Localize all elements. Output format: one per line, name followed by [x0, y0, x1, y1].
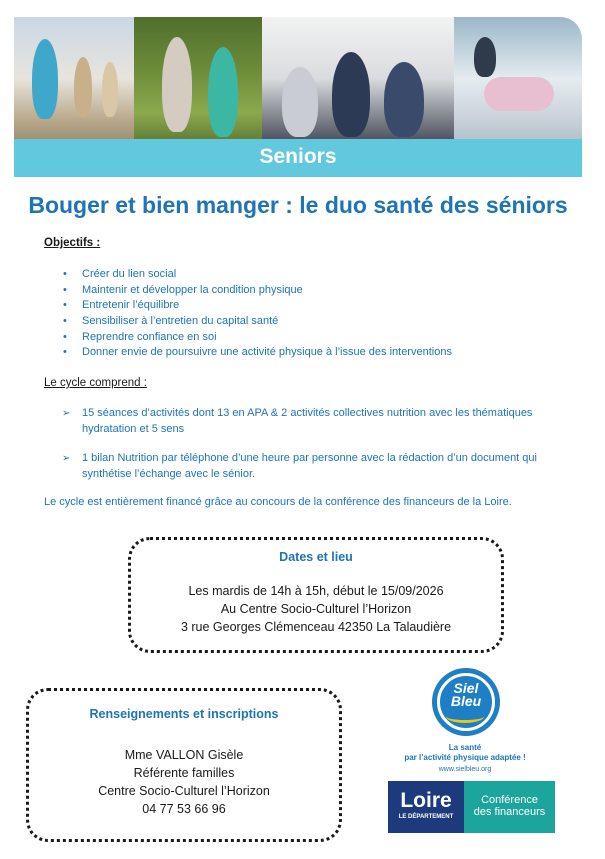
list-item: • Entretenir l’équilibre	[60, 298, 452, 314]
list-item: • Créer du lien social	[60, 267, 452, 283]
cycle-item-bilan: ➢ 1 bilan Nutrition par téléphone d’une heure par personne avec la rédaction d’un document qui synthétise l’échange avec le sénior.	[62, 452, 537, 480]
bullet-icon: •	[63, 283, 67, 296]
contact-title: Renseignements et inscriptions	[89, 707, 279, 721]
loire-sub: LE DÉPARTEMENT	[398, 814, 454, 820]
bullet-icon: •	[63, 346, 67, 359]
contact-name: Mme VALLON Gisèle	[124, 748, 244, 762]
cycle-item-seances: ➢ 15 séances d’activités dont 13 en APA & 2 activités collectives nutrition avec les thématiques hydratation et 5 sens	[62, 407, 533, 435]
dates-box	[128, 537, 504, 653]
contact-place: Centre Socio-Culturel l’Horizon	[98, 784, 270, 798]
siel-bleu-name-top: Siel	[453, 680, 479, 696]
loire-logo	[388, 781, 555, 833]
venue-line: Au Centre Socio-Culturel l’Horizon	[220, 602, 412, 616]
bullet-icon: •	[63, 268, 67, 280]
smile-icon	[446, 710, 484, 723]
siel-bleu-tagline: La santé par l’activité physique adaptée !	[404, 743, 526, 762]
contact-phone: 04 77 53 66 96	[142, 802, 226, 816]
loire-word: Loire	[400, 789, 452, 812]
arrow-bullet-icon: ➢	[62, 453, 71, 464]
photo-dance-class	[14, 17, 134, 154]
objectifs-heading: Objectifs :	[44, 237, 101, 249]
header-banner	[14, 17, 582, 177]
list-item: • Sensibiliser à l’entretien du capital santé	[60, 314, 452, 330]
list-item: • Donner envie de poursuivre une activité physique à l’issue des interventions	[60, 345, 452, 361]
siel-bleu-assoc: ASSOCIATION	[474, 659, 504, 687]
dates-title: Dates et lieu	[279, 550, 353, 564]
photo-seated-exercise	[262, 17, 454, 154]
address-line: 3 rue Georges Clémenceau 42350 La Talaudière	[180, 620, 452, 634]
bullet-icon: •	[63, 315, 67, 328]
siel-bleu-logo	[432, 659, 504, 736]
list-item: • Maintenir et développer la condition physique	[60, 283, 452, 299]
conference-financeurs: Conférence des financeurs	[473, 794, 546, 818]
contact-role: Référente familles	[133, 766, 235, 780]
photo-stretching	[454, 17, 582, 154]
siel-bleu-url: www.sielbleu.org	[438, 766, 492, 773]
list-item: • Reprendre confiance en soi	[60, 330, 452, 346]
faint-background-text	[490, 636, 605, 676]
financing-note: Le cycle est entièrement financé grâce au concours de la conférence des financeurs de la Loire.	[44, 496, 512, 508]
photo-nordic-walking	[134, 17, 262, 154]
banner-title: Seniors	[259, 145, 337, 168]
arrow-bullet-icon: ➢	[62, 408, 71, 419]
cycle-heading: Le cycle comprend :	[44, 377, 147, 389]
objectifs-list	[60, 267, 452, 361]
main-title: Bouger et bien manger : le duo santé des séniors	[28, 192, 568, 218]
bullet-icon: •	[63, 299, 67, 312]
siel-bleu-name-bottom: Bleu	[450, 693, 482, 709]
dates-line: Les mardis de 14h à 15h, début le 15/09/2026	[188, 584, 444, 598]
contact-box	[26, 688, 342, 842]
bullet-icon: •	[63, 330, 67, 343]
